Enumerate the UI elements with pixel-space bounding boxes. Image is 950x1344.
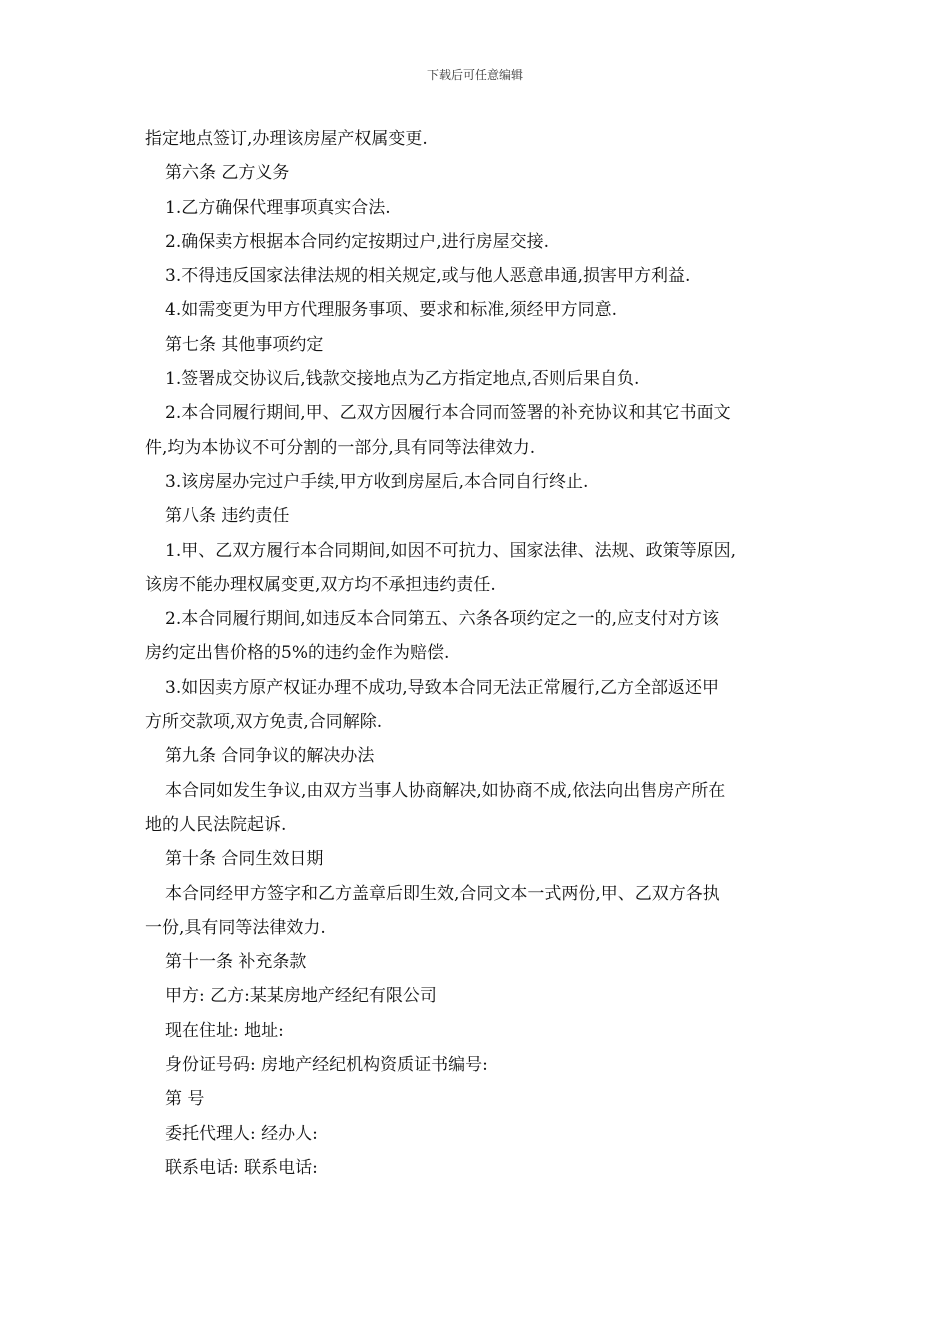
text-line: 3.如因卖方原产权证办理不成功,导致本合同无法正常履行,乙方全部返还甲 [165,677,720,698]
text-line: 第九条 合同争议的解决办法 [165,746,375,767]
text-line: 第七条 其他事项约定 [165,334,324,355]
text-line: 第十一条 补充条款 [165,952,307,973]
text-line: 第十条 合同生效日期 [165,849,324,870]
text-line: 现在住址: 地址: [165,1020,284,1041]
text-line: 2.本合同履行期间,如违反本合同第五、六条各项约定之一的,应支付对方该 [165,609,720,630]
text-line: 本合同经甲方签字和乙方盖章后即生效,合同文本一式两份,甲、乙双方各执 [165,883,720,904]
text-line: 1.甲、乙双方履行本合同期间,如因不可抗力、国家法律、法规、政策等原因, [165,540,737,561]
text-line: 1.乙方确保代理事项真实合法. [165,197,391,218]
text-line: 2.确保卖方根据本合同约定按期过户,进行房屋交接. [165,231,550,252]
page-header: 下载后可任意编辑 [426,68,523,82]
document-body [145,122,810,1185]
text-line: 地的人民法院起诉. [145,814,287,835]
text-line: 第 号 [165,1089,205,1110]
text-line: 件,均为本协议不可分割的一部分,具有同等法律效力. [145,437,536,458]
text-line: 2.本合同履行期间,甲、乙双方因履行本合同而签署的补充协议和其它书面文 [165,403,731,424]
text-line: 联系电话: 联系电话: [165,1157,318,1178]
text-line: 指定地点签订,办理该房屋产权属变更. [145,129,428,149]
text-line: 4.如需变更为甲方代理服务事项、要求和标准,须经甲方同意. [165,300,618,321]
text-line: 3.该房屋办完过户手续,甲方收到房屋后,本合同自行终止. [165,471,589,492]
text-line: 3.不得违反国家法律法规的相关规定,或与他人恶意串通,损害甲方利益. [165,266,691,287]
text-line: 委托代理人: 经办人: [165,1123,318,1144]
text-line: 1.签署成交协议后,钱款交接地点为乙方指定地点,否则后果自负. [165,369,640,390]
text-line: 该房不能办理权属变更,双方均不承担违约责任. [145,574,496,595]
text-line: 第六条 乙方义务 [165,163,290,184]
text-line: 本合同如发生争议,由双方当事人协商解决,如协商不成,依法向出售房产所在 [165,780,726,801]
text-line: 一份,具有同等法律效力. [145,917,326,938]
text-line: 第八条 违约责任 [165,506,290,527]
text-line: 身份证号码: 房地产经纪机构资质证书编号: [165,1055,488,1076]
text-line: 甲方: 乙方:某某房地产经纪有限公司 [165,986,437,1007]
text-line: 房约定出售价格的5%的违约金作为赔偿. [145,643,450,664]
text-line: 方所交款项,双方免责,合同解除. [145,712,383,733]
